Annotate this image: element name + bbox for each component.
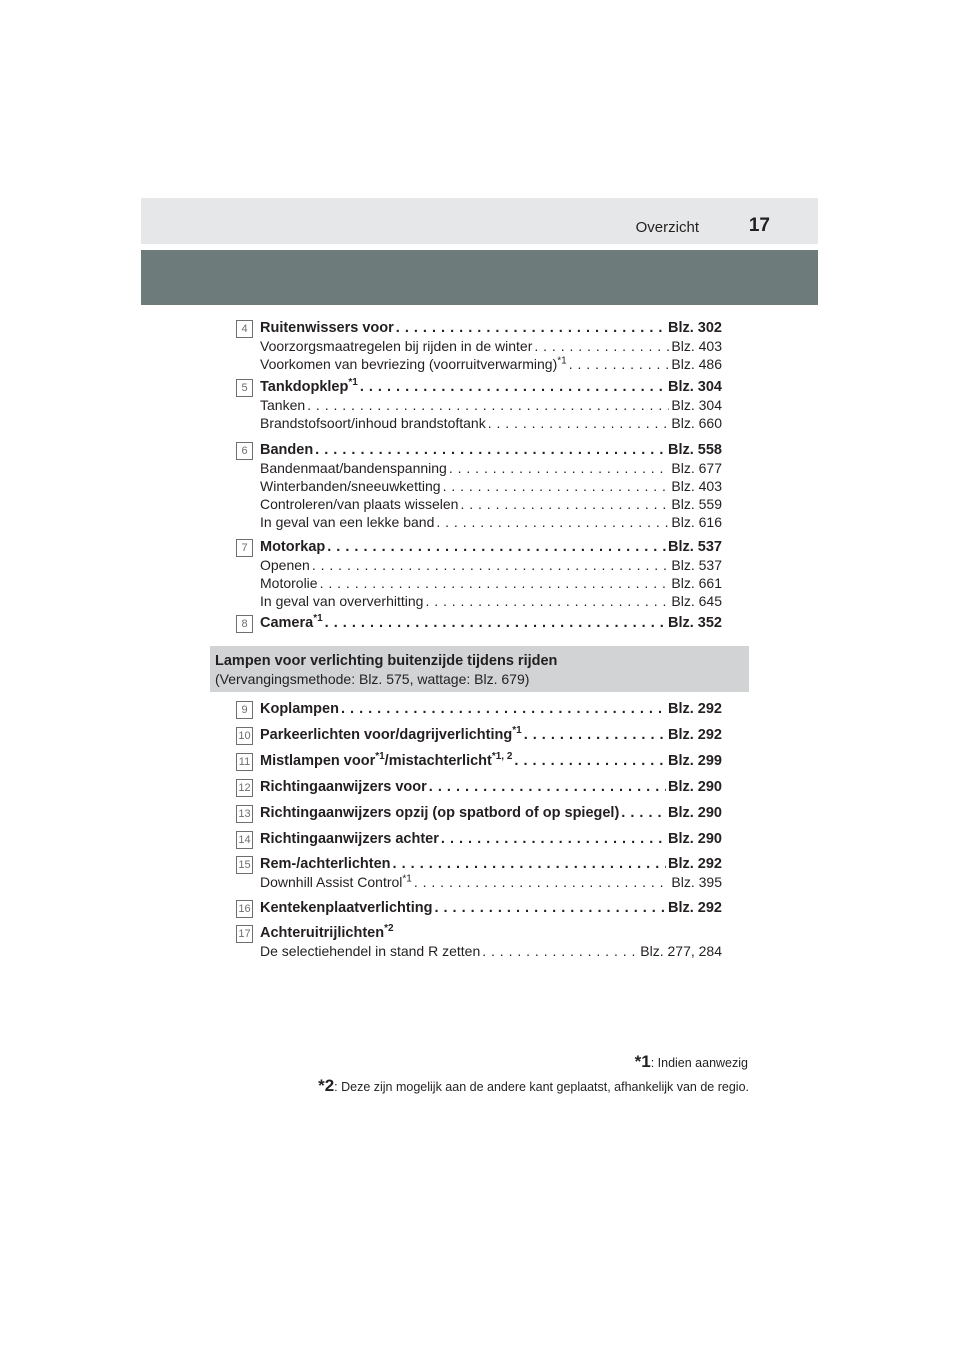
callout-number: 7 (236, 539, 253, 557)
entry-subitem (236, 574, 722, 592)
dot-leader (514, 752, 666, 770)
entry-heading (236, 319, 722, 337)
entry-label-text: Rem-/achterlichten (260, 856, 391, 872)
index-entry-10 (236, 726, 722, 744)
dot-leader (414, 873, 670, 891)
entry-label-text: Koplampen (260, 701, 339, 717)
entry-label (260, 319, 394, 337)
entry-label (260, 899, 432, 917)
entry-label (260, 477, 441, 495)
page-header (141, 198, 818, 244)
dot-leader (393, 855, 666, 873)
entry-subitem (236, 873, 722, 891)
entry-label (260, 592, 423, 610)
callout-number: 13 (236, 805, 253, 823)
entry-label (260, 942, 480, 960)
dot-leader (534, 337, 669, 355)
entry-label-text: Tankdopklep (260, 379, 349, 395)
entry-label (260, 873, 412, 891)
entry-label-text: Brandstofsoort/inhoud brandstoftank (260, 415, 486, 431)
index-entry-5 (236, 378, 722, 432)
entry-label-text: De selectiehendel in stand R zetten (260, 943, 481, 959)
dot-leader (429, 778, 666, 796)
page-reference: Blz. 290 (668, 805, 722, 821)
page-reference: Blz. 292 (668, 856, 722, 872)
callout-number: 16 (236, 900, 253, 918)
footnote-marker: *1, 2 (491, 752, 513, 763)
dot-leader (436, 513, 669, 531)
entry-subitem (236, 477, 722, 495)
dot-leader (488, 414, 670, 432)
page-reference: Blz. 304 (668, 379, 722, 395)
dot-leader (307, 396, 669, 414)
footnote-marker: *1 (348, 378, 358, 389)
entry-heading (236, 538, 722, 556)
chapter-title: Overzicht (635, 219, 699, 236)
entry-label-text: Downhill Assist Control (260, 874, 403, 890)
entry-label-text: Richtingaanwijzers achter (260, 831, 439, 847)
entry-heading (236, 924, 722, 942)
footnote-mark: *1 (634, 1052, 651, 1071)
footnote-2 (318, 1076, 749, 1096)
entry-label (260, 700, 339, 718)
callout-number: 11 (236, 753, 253, 771)
entry-subitem (236, 556, 722, 574)
footnote-marker: *2 (384, 924, 394, 935)
entry-label-text: Richtingaanwijzers voor (260, 779, 427, 795)
callout-number: 8 (236, 615, 253, 633)
entry-label (260, 337, 532, 355)
entry-heading (236, 441, 722, 459)
entry-label (260, 726, 522, 744)
index-entry-11 (236, 752, 722, 770)
callout-number: 17 (236, 925, 253, 943)
entry-label-text: Winterbanden/sneeuwketting (260, 478, 441, 494)
page-reference: Blz. 292 (668, 727, 722, 743)
page-reference: Blz. 292 (668, 701, 722, 717)
index-entry-4 (236, 319, 722, 373)
entry-label (260, 538, 325, 556)
index-entry-14 (236, 830, 722, 848)
page-reference: Blz. 486 (671, 356, 722, 372)
callout-number: 5 (236, 379, 253, 397)
dot-leader (524, 726, 666, 744)
entry-label-text: Kentekenplaatverlichting (260, 900, 433, 916)
entry-label (260, 574, 318, 592)
entry-label (260, 459, 447, 477)
entry-label (260, 441, 313, 459)
entry-label (260, 778, 427, 796)
entry-label (260, 855, 391, 873)
dot-leader (312, 556, 670, 574)
entry-label (260, 556, 310, 574)
callout-number: 9 (236, 701, 253, 719)
header-band (141, 250, 818, 305)
entry-heading (236, 778, 722, 796)
entry-label (260, 752, 512, 770)
entry-heading (236, 378, 722, 396)
dot-leader (425, 592, 669, 610)
index-entry-9 (236, 700, 722, 718)
page-reference: Blz. 352 (668, 615, 722, 631)
dot-leader (443, 477, 670, 495)
entry-label-text: Tanken (260, 397, 306, 413)
page-number: 17 (748, 215, 770, 236)
entry-heading (236, 752, 722, 770)
page-reference: Blz. 616 (671, 514, 722, 530)
dot-leader (434, 899, 666, 917)
entry-label-text: Richtingaanwijzers opzij (op spatbord of op spiegel) (260, 805, 620, 821)
index-entry-12 (236, 778, 722, 796)
page-reference: Blz. 277, 284 (640, 943, 722, 959)
index-entry-15 (236, 855, 722, 891)
callout-number: 15 (236, 856, 253, 874)
entry-label-text: Parkeerlichten voor/dagrijverlichting (260, 727, 513, 743)
index-entry-17 (236, 924, 722, 960)
page-reference: Blz. 645 (671, 593, 722, 609)
entry-subitem (236, 459, 722, 477)
page-reference: Blz. 290 (668, 831, 722, 847)
entry-heading (236, 804, 722, 822)
entry-label-text: Ruitenwissers voor (260, 320, 394, 336)
footnote-text: : Deze zijn mogelijk aan de andere kant geplaatst, afhankelijk van de regio. (334, 1080, 749, 1094)
entry-subitem (236, 942, 722, 960)
entry-label-text: Bandenmaat/bandenspanning (260, 460, 447, 476)
dot-leader (320, 574, 670, 592)
footnote-marker: *1 (557, 355, 567, 367)
entry-label (260, 614, 323, 632)
entry-label-text: Voorkomen van bevriezing (voorruitverwarming) (260, 356, 558, 372)
entry-label-text: Motorkap (260, 539, 326, 555)
dot-leader (315, 441, 666, 459)
page-reference: Blz. 395 (671, 874, 722, 890)
entry-heading (236, 899, 722, 917)
entry-label-text: Voorzorgsmaatregelen bij rijden in de winter (260, 338, 533, 354)
entry-subitem (236, 513, 722, 531)
page-reference: Blz. 299 (668, 753, 722, 769)
footnote-marker: *1 (313, 614, 323, 625)
page-reference: Blz. 304 (671, 397, 722, 413)
entry-label-text: Mistlampen voor (260, 753, 376, 769)
entry-subitem (236, 355, 722, 373)
page-reference: Blz. 302 (668, 320, 722, 336)
footnote-mark: *2 (318, 1076, 335, 1095)
dot-leader (441, 830, 666, 848)
callout-number: 10 (236, 727, 253, 745)
entry-label-text: In geval van een lekke band (260, 514, 435, 530)
page-reference: Blz. 558 (668, 442, 722, 458)
entry-label-text: Achteruitrijlichten (260, 925, 385, 941)
footnote-marker: *1 (512, 726, 522, 737)
dot-leader (360, 378, 666, 396)
page-reference: Blz. 403 (671, 338, 722, 354)
dot-leader (569, 355, 670, 373)
page-reference: Blz. 559 (671, 496, 722, 512)
page-reference: Blz. 677 (671, 460, 722, 476)
entry-label-text: /mistachterlicht (384, 753, 492, 769)
entry-label (260, 804, 619, 822)
footnote-marker: *1 (375, 752, 385, 763)
page-reference: Blz. 292 (668, 900, 722, 916)
footnote-1 (635, 1052, 748, 1072)
entry-label (260, 924, 394, 942)
entry-subitem (236, 337, 722, 355)
entry-heading (236, 726, 722, 744)
entry-label-text: Banden (260, 442, 314, 458)
section-title: Lampen voor verlichting buitenzijde tijdens rijden (215, 653, 558, 669)
dot-leader (482, 942, 638, 960)
callout-number: 4 (236, 320, 253, 338)
callout-number: 12 (236, 779, 253, 797)
index-entry-13 (236, 804, 722, 822)
page-reference: Blz. 290 (668, 779, 722, 795)
dot-leader (325, 614, 666, 632)
entry-label-text: In geval van oververhitting (260, 593, 424, 609)
entry-subitem (236, 414, 722, 432)
entry-label (260, 830, 439, 848)
entry-label-text: Controleren/van plaats wisselen (260, 496, 459, 512)
entry-label (260, 396, 305, 414)
callout-number: 14 (236, 831, 253, 849)
entry-label-text: Motorolie (260, 575, 318, 591)
index-entry-7 (236, 538, 722, 610)
section-header-exterior-lights (210, 646, 749, 692)
entry-subitem (236, 396, 722, 414)
entry-subitem (236, 495, 722, 513)
entry-label (260, 355, 567, 373)
entry-label (260, 378, 358, 396)
entry-subitem (236, 592, 722, 610)
dot-leader (396, 319, 666, 337)
dot-leader (621, 804, 666, 822)
dot-leader (327, 538, 666, 556)
entry-heading (236, 830, 722, 848)
page-reference: Blz. 403 (671, 478, 722, 494)
callout-number: 6 (236, 442, 253, 460)
entry-heading (236, 700, 722, 718)
entry-label (260, 414, 486, 432)
index-entry-6 (236, 441, 722, 531)
index-entry-16 (236, 899, 722, 917)
page-reference: Blz. 660 (671, 415, 722, 431)
footnote-marker: *1 (402, 873, 412, 885)
page-reference: Blz. 661 (671, 575, 722, 591)
footnote-text: : Indien aanwezig (650, 1056, 748, 1070)
dot-leader (460, 495, 669, 513)
entry-label-text: Openen (260, 557, 310, 573)
section-subtitle: (Vervangingsmethode: Blz. 575, wattage: Blz. 679) (215, 671, 530, 687)
entry-heading (236, 614, 722, 632)
page-reference: Blz. 537 (671, 557, 722, 573)
page-reference: Blz. 537 (668, 539, 722, 555)
dot-leader (449, 459, 670, 477)
entry-heading (236, 855, 722, 873)
entry-label (260, 495, 458, 513)
index-entry-8 (236, 614, 722, 632)
dot-leader (341, 700, 666, 718)
entry-label (260, 513, 434, 531)
entry-label-text: Camera (260, 615, 314, 631)
